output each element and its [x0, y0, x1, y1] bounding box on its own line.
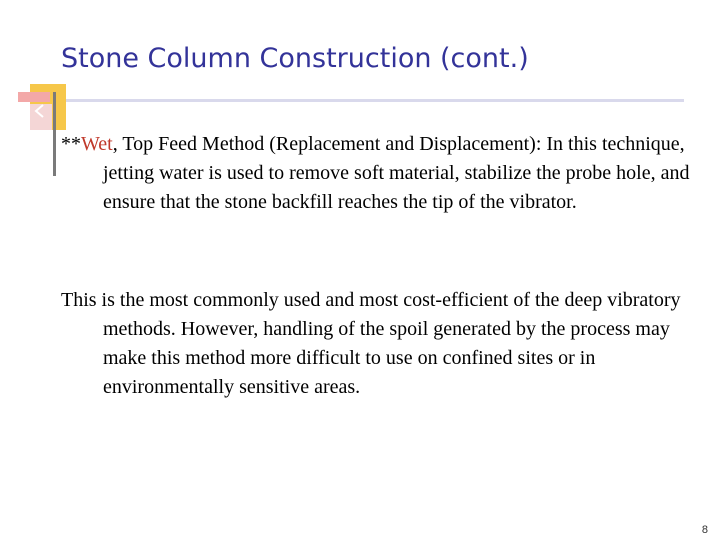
paragraph-rest: , Top Feed Method (Replacement and Displacement): In this technique, jetting water is used to remove soft material, stabilize the probe hole, and ensure that the stone backfill reaches the tip of the vibrator.: [103, 133, 690, 213]
corner-decoration-block: [18, 92, 50, 102]
paragraph-wet-top-feed: [61, 130, 713, 217]
paragraph-prefix: **: [61, 133, 81, 155]
title-divider: [18, 99, 684, 102]
slide-corner-arrow-icon: [33, 104, 47, 118]
highlight-word-wet: Wet: [81, 133, 113, 155]
paragraph-cost-efficiency: This is the most commonly used and most cost-efficient of the deep vibratory methods. However, handling of the spoil generated by the process may make this method more difficult to use on confined sites or in environmentally sensitive areas.: [61, 289, 681, 398]
page-number: 8: [701, 524, 708, 536]
corner-decoration-vertical-line: [53, 92, 56, 176]
slide-title: Stone Column Construction (cont.): [61, 43, 529, 74]
